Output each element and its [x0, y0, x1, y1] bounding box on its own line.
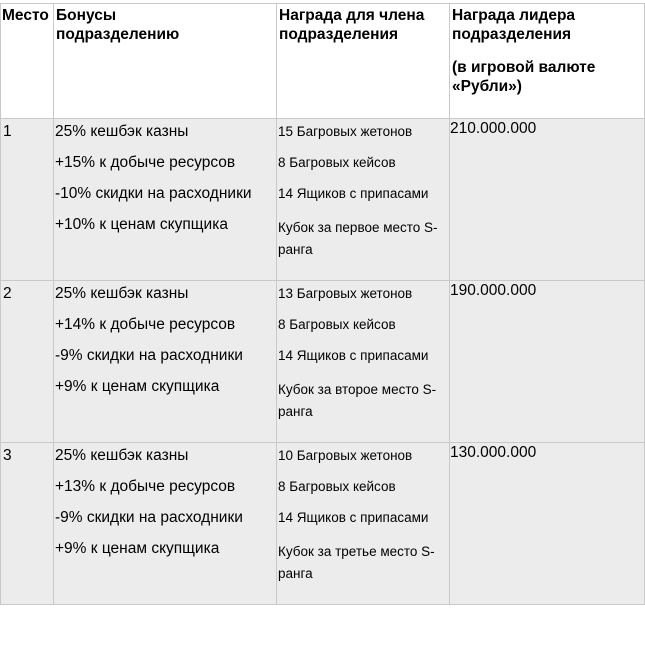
member-reward-cell[interactable]: [277, 281, 450, 443]
place-cell[interactable]: [1, 281, 54, 443]
list-item: 25% кешбэк казны: [55, 285, 189, 302]
header-leader-currency: [452, 58, 641, 96]
list-item: 25% кешбэк казны: [55, 123, 189, 140]
list-item: -9% скидки на расходники: [55, 509, 243, 526]
list-item: 14 Ящиков с припасами: [278, 510, 429, 525]
list-item: 14 Ящиков с припасами: [278, 186, 429, 201]
list-item: 25% кешбэк казны: [55, 447, 189, 464]
header-member-line-1: Награда для члена: [279, 7, 425, 24]
member-reward-cell[interactable]: [277, 119, 450, 281]
list-item: +9% к ценам скупщика: [55, 540, 220, 557]
place-cell[interactable]: [1, 119, 54, 281]
place-value: 1: [3, 123, 12, 140]
rewards-table: [0, 3, 645, 605]
table-row: [1, 119, 645, 281]
header-member-reward: [277, 4, 450, 119]
leader-reward-cell[interactable]: [450, 443, 645, 605]
header-row: [1, 4, 645, 119]
header-place-text: Место: [2, 7, 49, 24]
place-value: 2: [3, 285, 12, 302]
bonuses-cell[interactable]: [54, 119, 277, 281]
place-value: 3: [3, 447, 12, 464]
bonuses-cell[interactable]: [54, 443, 277, 605]
header-bonuses-line-2: подразделению: [56, 26, 180, 43]
list-item: +14% к добыче ресурсов: [55, 316, 236, 333]
header-leader-line-2: подразделения: [452, 26, 572, 43]
place-cell[interactable]: [1, 443, 54, 605]
leader-reward-cell[interactable]: [450, 281, 645, 443]
header-currency-line-1: (в игровой валюте: [452, 59, 596, 76]
member-reward-cell[interactable]: [277, 443, 450, 605]
list-item: +13% к добыче ресурсов: [55, 478, 236, 495]
list-item: Кубок за первое место S-ранга: [278, 220, 438, 257]
list-item: -10% скидки на расходники: [55, 185, 252, 202]
list-item: 10 Багровых жетонов: [278, 448, 413, 463]
table-row: [1, 281, 645, 443]
header-leader-reward: [450, 4, 645, 119]
leader-reward-value: 210.000.000: [450, 120, 537, 137]
list-item: +10% к ценам скупщика: [55, 216, 228, 233]
leader-reward-value: 190.000.000: [450, 282, 537, 299]
list-item: 8 Багровых кейсов: [278, 155, 396, 170]
header-member-line-2: подразделения: [279, 26, 399, 43]
table-row: [1, 443, 645, 605]
list-item: -9% скидки на расходники: [55, 347, 243, 364]
leader-reward-cell[interactable]: [450, 119, 645, 281]
list-item: +15% к добыче ресурсов: [55, 154, 236, 171]
list-item: 8 Багровых кейсов: [278, 479, 396, 494]
list-item: 15 Багровых жетонов: [278, 124, 413, 139]
header-bonuses: [54, 4, 277, 119]
header-leader-line-1: Награда лидера: [452, 7, 576, 24]
list-item: 14 Ящиков с припасами: [278, 348, 429, 363]
list-item: 13 Багровых жетонов: [278, 286, 413, 301]
bonuses-cell[interactable]: [54, 281, 277, 443]
leader-reward-value: 130.000.000: [450, 444, 537, 461]
header-currency-line-2: «Рубли»): [452, 78, 522, 95]
list-item: 8 Багровых кейсов: [278, 317, 396, 332]
list-item: Кубок за третье место S-ранга: [278, 544, 435, 581]
list-item: +9% к ценам скупщика: [55, 378, 220, 395]
header-place: [1, 4, 54, 119]
header-bonuses-line-1: Бонусы: [56, 7, 117, 24]
list-item: Кубок за второе место S-ранга: [278, 382, 437, 419]
